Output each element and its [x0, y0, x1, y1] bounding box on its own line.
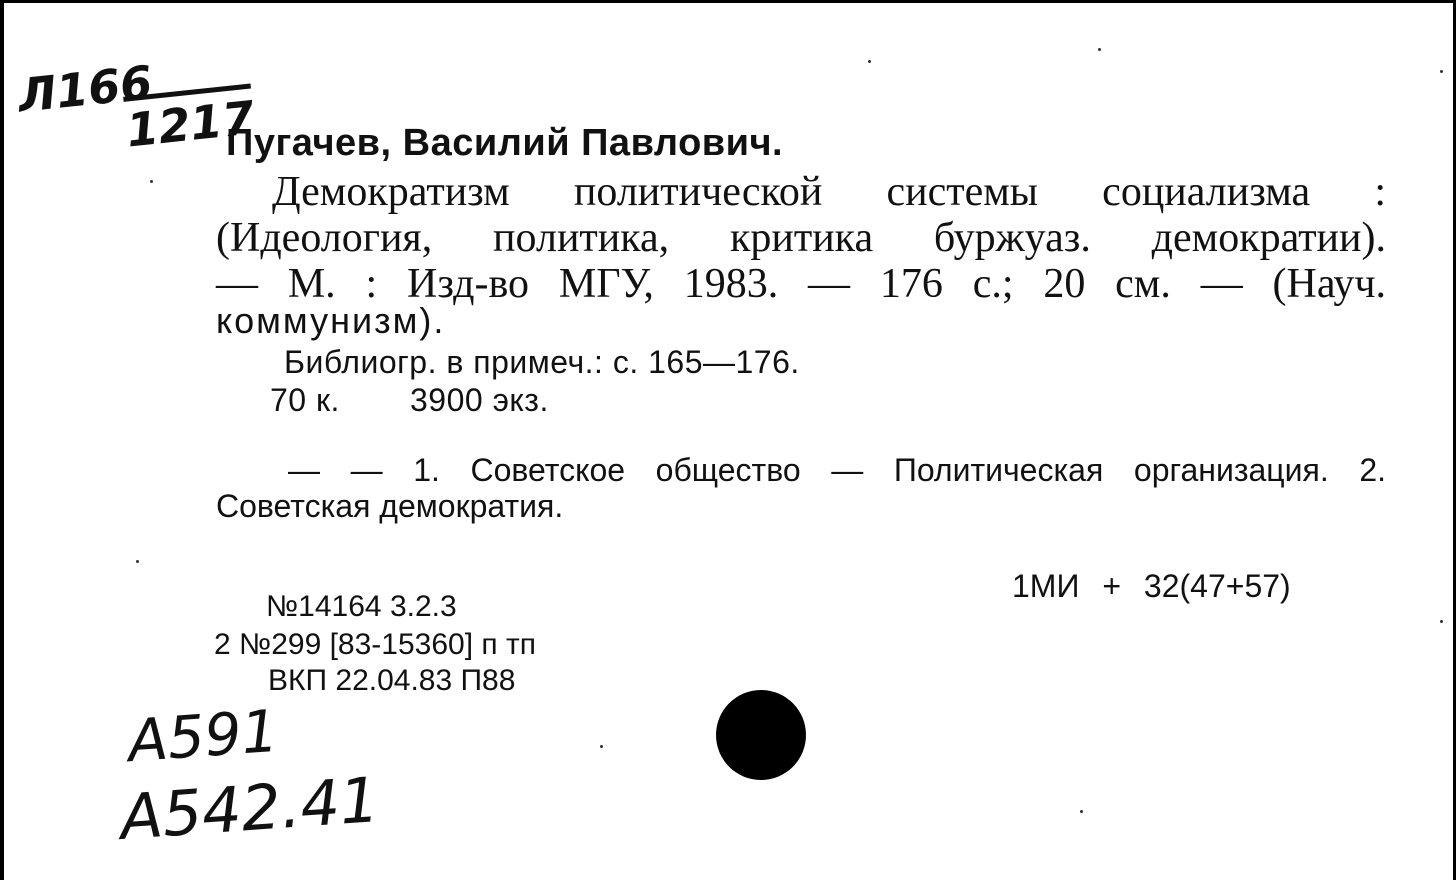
scan-speck [1440, 620, 1443, 623]
imprint-line: — М. : Изд-во МГУ, 1983. — 176 с.; 20 см. — (Науч. [216, 261, 1386, 307]
card-code-line-1: №14164 3.2.3 [266, 590, 457, 623]
scan-speck [150, 180, 153, 183]
subject-headings-line-2: Советская демократия. [216, 488, 564, 524]
card-code-line-2: 2 №299 [83-15360] п тп [214, 628, 536, 661]
title-line-2: (Идеология, политика, критика буржуаз. демократии). [216, 215, 1386, 261]
scan-speck [868, 60, 871, 63]
card-edge-top [0, 0, 1456, 3]
scan-speck [136, 560, 139, 563]
series-line: коммунизм). [216, 300, 446, 341]
handwritten-call-number-2: А542.41 [117, 763, 382, 854]
classification-number: 1МИ + 32(47+57) [1012, 568, 1291, 604]
handwritten-call-number-1: А591 [125, 696, 281, 776]
scan-speck [1440, 70, 1443, 73]
handwritten-shelf-number: 1217 [123, 83, 257, 157]
author-heading: Пугачев, Василий Павлович. [226, 122, 784, 164]
title-line-1: Демократизм политической системы социализма : [272, 169, 1386, 215]
scan-speck [1098, 48, 1101, 51]
card-code-line-3: ВКП 22.04.83 П88 [268, 664, 516, 697]
card-edge-left [0, 0, 4, 880]
price-note: 70 к. [270, 382, 340, 418]
punch-hole [716, 690, 806, 780]
scan-speck [600, 745, 603, 748]
handwritten-mark-top: Л166 [15, 55, 155, 123]
copies-note: 3900 экз. [410, 382, 549, 418]
bibliography-note: Библиогр. в примеч.: с. 165—176. [284, 344, 800, 380]
scan-speck [1080, 810, 1083, 813]
subject-headings-line-1: — — 1. Советское общество — Политическая организация. 2. [288, 452, 1386, 488]
